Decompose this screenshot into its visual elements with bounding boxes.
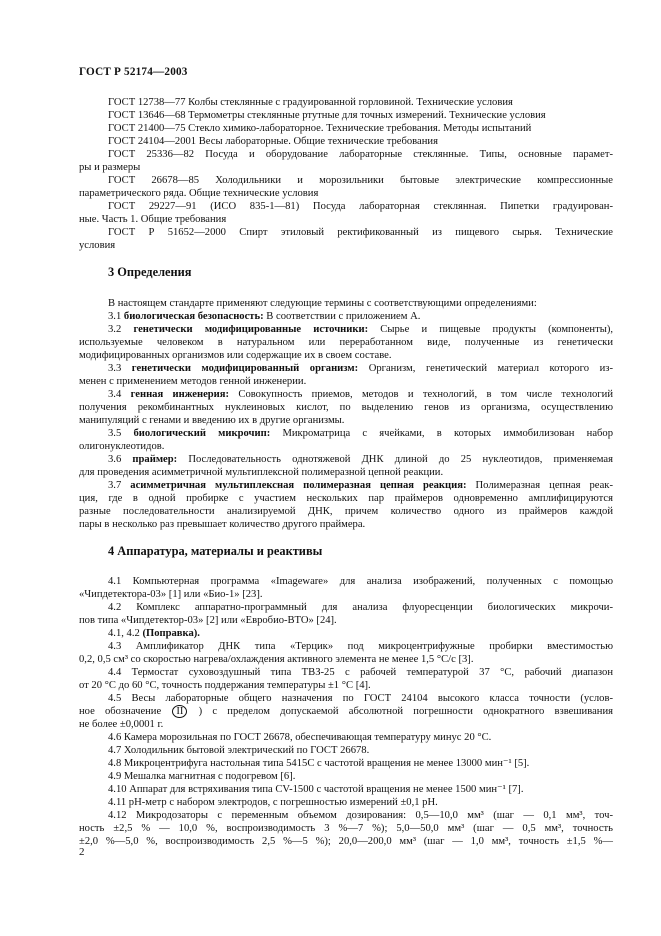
definition-text: Совокупность приемов, методов и технологий, в том числе технологий <box>238 389 613 400</box>
definition-text: Полимеразная цепная реак- <box>475 480 613 491</box>
paragraph-line: 4.3 Амплификатор ДНК типа «Терцик» под микроцентрифужные пробирки вместимостью <box>108 641 613 652</box>
definition-text: В соответствии с приложением А. <box>266 311 421 322</box>
definition-term: генетически модифицированный организм: <box>131 363 359 374</box>
paragraph-line: 4.1 Компьютерная программа «Imageware» для анализа изображений, полученных с помощью <box>108 576 613 587</box>
paragraph-line: 4.5 Весы лабораторные общего назначения по ГОСТ 24104 высокого класса точности (услов- <box>108 693 613 704</box>
definition-term: праймер: <box>132 454 178 465</box>
definition-text: Последовательность однотяжевой ДНК длиной до 25 нуклеотидов, применяемая <box>188 454 613 465</box>
paragraph-line: ция, где в одной пробирке с участием нескольких пар праймеров одновременно амплифицируются <box>79 493 613 504</box>
paragraph-line: 4.7 Холодильник бытовой электрический по ГОСТ 26678. <box>108 745 370 756</box>
paragraph-line: от 20 °С до 60 °С, точность поддержания температуры ±1 °С [4]. <box>79 680 371 691</box>
ref-line: параметрического ряда. Общие технические условия <box>79 188 319 199</box>
definition <box>108 479 613 492</box>
paragraph-line: пов типа «Чипдетектор-03» [2] или «Евробио-ВТО» [24]. <box>79 615 337 626</box>
ref-line: условия <box>79 240 116 251</box>
paragraph-line: менен с применением методов генной инженерии. <box>79 376 307 387</box>
definition-term: генная инженерия: <box>130 389 230 400</box>
definition-number: 3.2 <box>108 324 122 335</box>
definition <box>108 362 613 375</box>
ref-line: ры и размеры <box>79 162 141 173</box>
definition-term: биологическая безопасность: <box>123 311 264 322</box>
text-fragment: ) с пределом допускаемой абсолютной погрешности однократного взвешивания <box>198 706 613 717</box>
definition-number: 3.5 <box>108 428 122 439</box>
definition-term: асимметричная мультиплексная полимеразная цепная реакция: <box>130 480 467 491</box>
definition <box>108 388 613 401</box>
ref-line: ГОСТ 21400—75 Стекло химико-лабораторное. Технические требования. Методы испытаний <box>108 123 532 134</box>
definition-term: биологический микрочип: <box>133 428 271 439</box>
amendment-items: 4.1, 4.2 <box>108 628 140 639</box>
paragraph-line: пары в несколько раз превышает количество другого праймера. <box>79 519 366 530</box>
paragraph-line: для проведения асимметричной мультиплексной полимеразной цепной реакции. <box>79 467 444 478</box>
section-title: 4 Аппаратура, материалы и реактивы <box>108 544 323 558</box>
section-title: 3 Определения <box>108 265 192 279</box>
ref-line: ные. Часть 1. Общие требования <box>79 214 227 225</box>
paragraph-line: олигонуклеотидов. <box>79 441 165 452</box>
definition <box>108 310 420 323</box>
paragraph-line: 4.10 Аппарат для встряхивания типа CV-1500 с частотой вращения не менее 1500 мин⁻¹ [7]. <box>108 784 524 795</box>
paragraph-line: ±2,0 %—5,0 %, воспроизводимость 2,5 %—5 %); 20,0—200,0 мм³ (шаг — 1,0 мм³, точность ±1,5 %— <box>79 836 613 847</box>
definition <box>108 453 613 466</box>
definition <box>108 323 613 336</box>
amendment-label: (Поправка). <box>142 628 200 639</box>
ref-line: ГОСТ 26678—85 Холодильники и морозильники бытовые электрические компрессионные <box>108 175 613 186</box>
ref-line: ГОСТ 13646—68 Термометры стеклянные ртутные для точных измерений. Технические условия <box>108 110 546 121</box>
paragraph-line: 4.8 Микроцентрифуга настольная типа 5415С с частотой вращения не менее 13000 мин⁻¹ [5]. <box>108 758 530 769</box>
definition-number: 3.7 <box>108 480 122 491</box>
ref-line: ГОСТ 24104—2001 Весы лабораторные. Общие технические требования <box>108 136 438 147</box>
definition-term: генетически модифицированные источники: <box>133 324 369 335</box>
paragraph-line: используемые человеком в натуральном или переработанном виде, полученные из генетически <box>79 337 613 348</box>
definition-number: 3.1 <box>108 311 122 322</box>
paragraph-line: 4.11 pH-метр с набором электродов, с погрешностью измерений ±0,1 pH. <box>108 797 438 808</box>
text-fragment: ное обозначение <box>79 706 162 717</box>
paragraph-line: 4.4 Термостат суховоздушный типа ТВЗ-25 с рабочей температурой 37 °С, рабочий диапазон <box>108 667 613 678</box>
definition-text: Организм, генетический материал которого из- <box>368 363 613 374</box>
paragraph-line: 4.6 Камера морозильная по ГОСТ 26678, обеспечивающая температуру минус 20 °С. <box>108 732 492 743</box>
paragraph-line <box>79 705 613 718</box>
paragraph-line: ность ±2,5 % — 10,0 %, воспроизводимость 3 %—7 %); 5,0—50,0 мм³ (шаг — 0,5 мм³, точность <box>79 823 613 834</box>
accuracy-class-mark: II <box>172 705 187 718</box>
paragraph-line: 4.9 Мешалка магнитная с подогревом [6]. <box>108 771 296 782</box>
definition-number: 3.6 <box>108 454 122 465</box>
paragraph-line: получения рекомбинантных нуклеиновых кислот, по выделению генов из организма, осуществлению <box>79 402 613 413</box>
paragraph-line: В настоящем стандарте применяют следующие термины с соответствующими определениями: <box>108 298 537 309</box>
paragraph-line: 4.12 Микродозаторы с переменным объемом дозирования: 0,5—10,0 мм³ (шаг — 0,1 мм³, точ- <box>108 810 613 821</box>
ref-line: ГОСТ 29227—91 (ИСО 835-1—81) Посуда лабораторная стеклянная. Пипетки градуирован- <box>108 201 613 212</box>
document-header: ГОСТ Р 52174—2003 <box>79 66 188 78</box>
ref-line: ГОСТ 25336—82 Посуда и оборудование лабораторные стеклянные. Типы, основные парамет- <box>108 149 613 160</box>
definition-number: 3.3 <box>108 363 122 374</box>
paragraph-line: «Чипдетектора-03» [1] или «Био-1» [23]. <box>79 589 263 600</box>
definition-text: Микроматрица с ячейками, в которых иммобилизован набор <box>282 428 614 439</box>
paragraph-line: разные последовательности анализируемой ДНК, причем количество одного из праймеров каждой <box>79 506 613 517</box>
paragraph-line: манипуляций с генами и введению их в другие организмы. <box>79 415 345 426</box>
ref-line: ГОСТ Р 51652—2000 Спирт этиловый ректификованный из пищевого сырья. Технические <box>108 227 613 238</box>
paragraph-line: модифицированных организмов или содержащие их в своем составе. <box>79 350 392 361</box>
paragraph-line: 0,2, 0,5 см³ со скоростью нагрева/охлаждения активного элемента не менее 1,5 °С/с [3]. <box>79 654 474 665</box>
page-number: 2 <box>79 846 85 858</box>
amendment-note <box>108 627 200 640</box>
definition <box>108 427 613 440</box>
definition-number: 3.4 <box>108 389 122 400</box>
definition-text: Сырье и пищевые продукты (компоненты), <box>380 324 613 335</box>
paragraph-line: 4.2 Комплекс аппаратно-программный для анализа флуоресценции биологических микрочи- <box>108 602 613 613</box>
paragraph-line: не более ±0,0001 г. <box>79 719 164 730</box>
ref-line: ГОСТ 12738—77 Колбы стеклянные с градуированной горловиной. Технические условия <box>108 97 513 108</box>
